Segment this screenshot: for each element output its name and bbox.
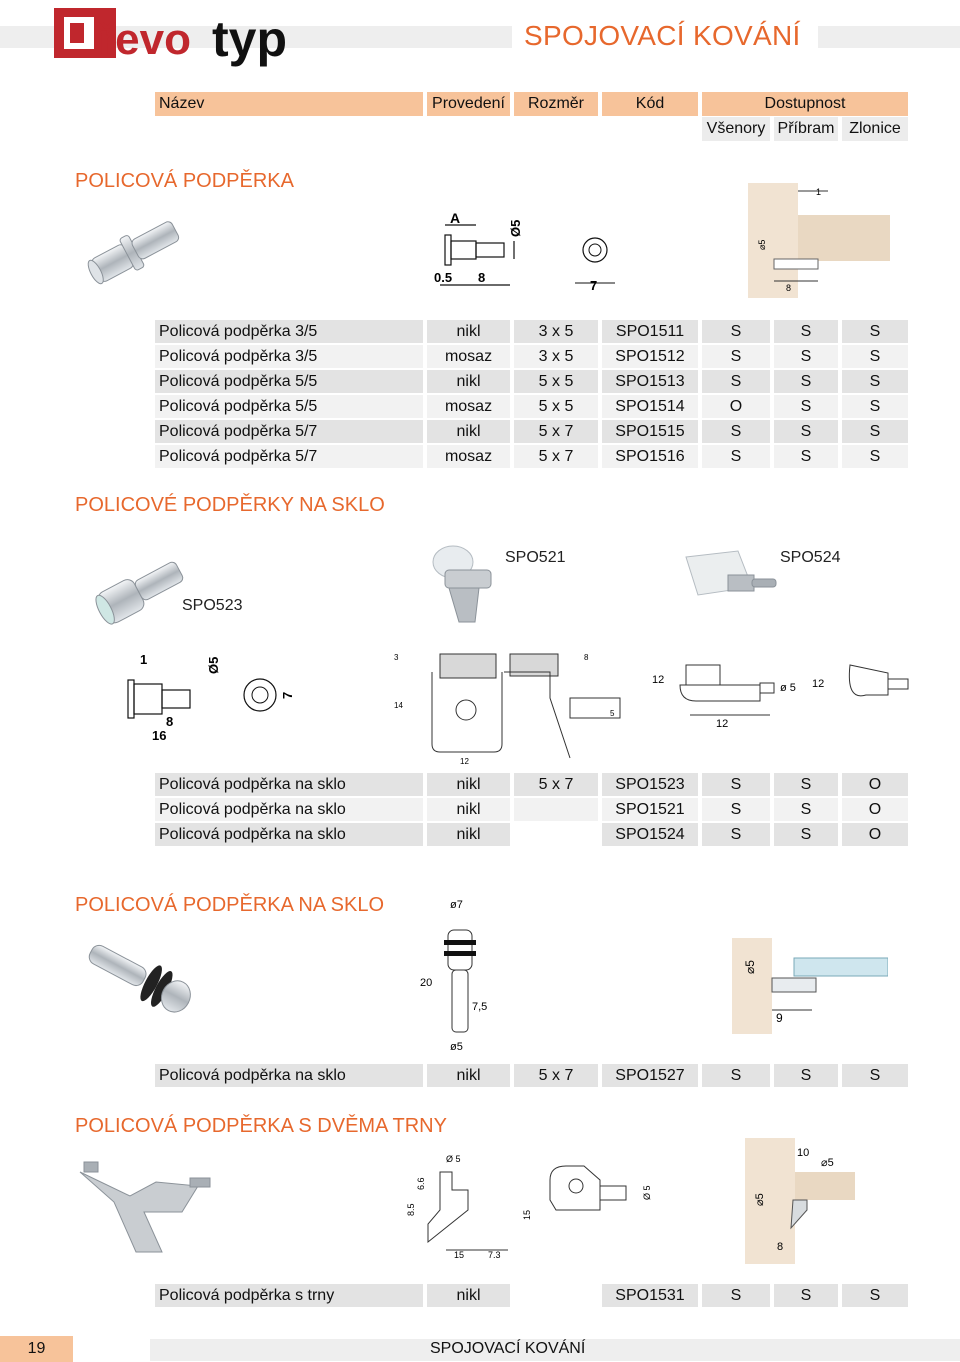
finish: nikl (427, 420, 510, 443)
product-code: SPO1531 (602, 1284, 698, 1307)
part-label: SPO521 (505, 549, 566, 566)
drawing-label: 1 (140, 652, 148, 667)
availability-vsenory: S (702, 798, 770, 821)
availability-zlonice: O (842, 798, 908, 821)
drevotyp-logo (52, 4, 322, 76)
two-pin-support-drawing (400, 1150, 720, 1260)
drawing-label: ⌀5 (743, 960, 757, 974)
availability-vsenory: S (702, 823, 770, 846)
size: 5 x 5 (514, 370, 598, 393)
shelf-pin-drawing (430, 205, 530, 293)
product-code: SPO1523 (602, 773, 698, 796)
availability-vsenory: S (702, 345, 770, 368)
shelf-pin-photo (80, 205, 190, 295)
drawing-label: 5 (610, 709, 615, 718)
availability-zlonice: S (842, 445, 908, 468)
size (514, 1284, 598, 1307)
shelf-pin-end-view (570, 228, 620, 294)
product-name: Policová podpěrka na sklo (155, 1064, 423, 1087)
column-header-name: Název (155, 92, 423, 116)
product-name: Policová podpěrka 5/7 (155, 420, 423, 443)
availability-vsenory: O (702, 395, 770, 418)
availability-zlonice: O (842, 773, 908, 796)
product-code: SPO1521 (602, 798, 698, 821)
drawing-label: 7 (280, 691, 295, 699)
two-pin-support-photo (70, 1152, 220, 1262)
availability-zlonice: S (842, 1064, 908, 1087)
column-header-zlonice: Zlonice (842, 117, 908, 141)
table-row (155, 370, 908, 393)
drawing-label: ø 5 (780, 682, 796, 694)
product-name: Policová podpěrka 5/5 (155, 395, 423, 418)
document-title: SPOJOVACÍ KOVÁNÍ (524, 20, 801, 51)
product-code: SPO1512 (602, 345, 698, 368)
finish: nikl (427, 773, 510, 796)
availability-vsenory: S (702, 445, 770, 468)
availability-zlonice: S (842, 320, 908, 343)
section-title: POLICOVÁ PODPĚRKA (75, 170, 294, 192)
column-header-pribram: Příbram (774, 117, 838, 141)
product-name: Policová podpěrka s trny (155, 1284, 423, 1307)
product-name: Policová podpěrka 5/5 (155, 370, 423, 393)
availability-pribram: S (774, 798, 838, 821)
product-name: Policová podpěrka 3/5 (155, 320, 423, 343)
column-header-vsenory: Všenory (702, 117, 770, 141)
finish: mosaz (427, 445, 510, 468)
availability-pribram: S (774, 823, 838, 846)
section-title: POLICOVÁ PODPĚRKA S DVĚMA TRNY (75, 1115, 447, 1137)
size: 3 x 5 (514, 320, 598, 343)
section-title: POLICOVÉ PODPĚRKY NA SKLO (75, 494, 385, 516)
drawing-label: 8 (166, 714, 174, 729)
drawing-label: 12 (460, 757, 469, 766)
finish: nikl (427, 823, 510, 846)
availability-vsenory: S (702, 420, 770, 443)
glass-pin-ring-install (732, 938, 888, 1034)
column-header-availability: Dostupnost (702, 92, 908, 116)
drawing-label: 0.5 (434, 270, 453, 285)
glass-clip-drawing (650, 655, 930, 733)
finish: nikl (427, 370, 510, 393)
drawing-label: 12 (812, 678, 825, 690)
availability-zlonice: S (842, 420, 908, 443)
product-code: SPO1513 (602, 370, 698, 393)
product-code: SPO1516 (602, 445, 698, 468)
section-title: POLICOVÁ PODPĚRKA NA SKLO (75, 894, 385, 916)
drawing-label: Ø5 (508, 219, 523, 237)
page-number: 19 (0, 1336, 73, 1362)
size: 5 x 7 (514, 1064, 598, 1087)
product-name: Policová podpěrka 5/7 (155, 445, 423, 468)
product-name: Policová podpěrka na sklo (155, 773, 423, 796)
glass-pin-drawing (120, 650, 230, 745)
drawing-label: 15 (454, 1250, 465, 1260)
drawing-label: 12 (652, 674, 665, 686)
availability-vsenory: S (702, 773, 770, 796)
drawing-label: ø5 (450, 1041, 463, 1053)
size (514, 798, 598, 821)
product-code: SPO1515 (602, 420, 698, 443)
drawing-label: 7.3 (488, 1250, 501, 1260)
table-row (155, 445, 908, 468)
size: 5 x 7 (514, 420, 598, 443)
product-name: Policová podpěrka 3/5 (155, 345, 423, 368)
part-label: SPO523 (182, 597, 243, 614)
footer-title: SPOJOVACÍ KOVÁNÍ (430, 1340, 586, 1357)
availability-pribram: S (774, 420, 838, 443)
drawing-label: 8.5 (406, 1203, 416, 1216)
table-row (155, 420, 908, 443)
drawing-label: 8 (777, 1241, 784, 1253)
size: 3 x 5 (514, 345, 598, 368)
glass-support-drawing (390, 648, 640, 766)
finish: mosaz (427, 395, 510, 418)
drawing-label: Ø 5 (642, 1185, 652, 1200)
glass-pin-end-view (238, 665, 298, 725)
glass-pin-ring-photo (80, 935, 215, 1025)
drawing-label: 12 (716, 718, 729, 730)
table-row (155, 395, 908, 418)
availability-vsenory: S (702, 1064, 770, 1087)
availability-pribram: S (774, 395, 838, 418)
finish: nikl (427, 1064, 510, 1087)
availability-vsenory: S (702, 1284, 770, 1307)
table-row (155, 1284, 908, 1307)
drawing-label: ⌀5 (754, 1193, 766, 1206)
availability-pribram: S (774, 345, 838, 368)
part-label: SPO524 (780, 549, 841, 566)
glass-pin-ring-drawing (420, 896, 500, 1056)
column-header-code: Kód (602, 92, 698, 116)
drawing-label: 9 (776, 1011, 783, 1025)
drawing-label: 20 (420, 977, 433, 989)
column-header-size: Rozměr (514, 92, 598, 116)
drawing-label: 7,5 (472, 1001, 488, 1013)
table-row (155, 823, 908, 846)
table-row (155, 798, 908, 821)
svg-text:řevo: řevo (98, 15, 191, 64)
table-row (155, 773, 908, 796)
size: 5 x 7 (514, 773, 598, 796)
product-name: Policová podpěrka na sklo (155, 823, 423, 846)
availability-pribram: S (774, 370, 838, 393)
two-pin-support-install (745, 1138, 855, 1264)
drawing-label: Ø5 (206, 656, 221, 674)
size: 5 x 7 (514, 445, 598, 468)
availability-zlonice: S (842, 1284, 908, 1307)
availability-zlonice: O (842, 823, 908, 846)
drawing-label: ø7 (450, 899, 463, 911)
drawing-label: 16 (152, 728, 167, 743)
product-name: Policová podpěrka na sklo (155, 798, 423, 821)
drawing-label: 1 (816, 187, 822, 197)
glass-shelf-support-photo (425, 540, 505, 630)
drawing-label: ⌀5 (821, 1157, 834, 1169)
glass-shelf-clip-photo (678, 537, 783, 609)
shelf-pin-install-drawing (748, 183, 890, 298)
drawing-label: 8 (478, 270, 486, 285)
drawing-label: 15 (522, 1209, 532, 1220)
drawing-label: 3 (394, 653, 399, 662)
availability-pribram: S (774, 1064, 838, 1087)
drawing-label: A (450, 210, 461, 226)
drawing-label: 7 (590, 278, 598, 293)
drawing-label: 10 (797, 1147, 810, 1159)
availability-pribram: S (774, 445, 838, 468)
table-row (155, 320, 908, 343)
svg-text:typ: typ (212, 11, 287, 67)
drawing-label: Ø 5 (446, 1154, 461, 1164)
availability-zlonice: S (842, 370, 908, 393)
availability-pribram: S (774, 773, 838, 796)
drawing-label: 8 (584, 653, 589, 662)
availability-pribram: S (774, 320, 838, 343)
finish: nikl (427, 1284, 510, 1307)
finish: nikl (427, 798, 510, 821)
drawing-label: 14 (394, 701, 403, 710)
column-header-finish: Provedení (427, 92, 510, 116)
table-row (155, 1064, 908, 1087)
drawing-label: 8 (786, 283, 792, 293)
product-code: SPO1527 (602, 1064, 698, 1087)
product-code: SPO1511 (602, 320, 698, 343)
table-row (155, 345, 908, 368)
drawing-label: ⌀5 (757, 239, 767, 250)
drawing-label: 6.6 (416, 1177, 426, 1190)
product-code: SPO1524 (602, 823, 698, 846)
availability-zlonice: S (842, 395, 908, 418)
availability-vsenory: S (702, 370, 770, 393)
size (514, 823, 598, 846)
availability-pribram: S (774, 1284, 838, 1307)
availability-zlonice: S (842, 345, 908, 368)
finish: nikl (427, 320, 510, 343)
product-code: SPO1514 (602, 395, 698, 418)
finish: mosaz (427, 345, 510, 368)
size: 5 x 5 (514, 395, 598, 418)
availability-vsenory: S (702, 320, 770, 343)
glass-shelf-pin-photo (90, 540, 190, 640)
